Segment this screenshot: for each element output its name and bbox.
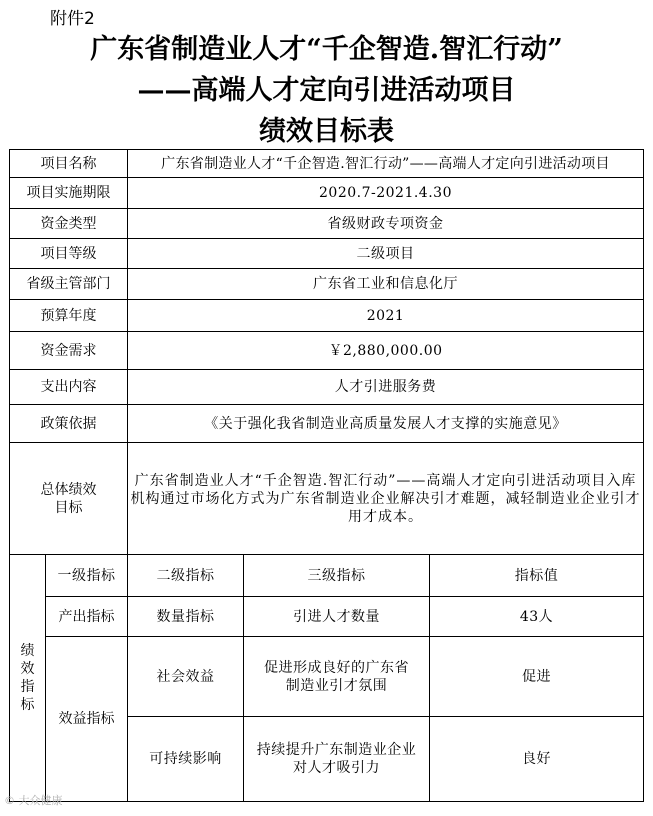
benefit-social-level3: 促进形成良好的广东省 制造业引才氛围 <box>244 637 430 717</box>
benefit-social-level2: 社会效益 <box>128 637 244 717</box>
output-indicator-row <box>10 597 644 637</box>
header-level1: 一级指标 <box>46 555 128 597</box>
policy-basis-label: 政策依据 <box>10 405 128 443</box>
output-level2: 数量指标 <box>128 597 244 637</box>
table-row <box>10 178 644 209</box>
policy-basis-value: 《关于强化我省制造业高质量发展人才支撑的实施意见》 <box>128 405 644 443</box>
header-level3: 三级指标 <box>244 555 430 597</box>
overall-goal-text: 广东省制造业人才“千企智造.智汇行动”——高端人才定向引进活动项目入库机构通过市场化方式为广东省制造业企业解决引才难题，减轻制造业企业引才用才成本。 <box>128 443 644 555</box>
output-level3: 引进人才数量 <box>244 597 430 637</box>
document-title-line-1: 广东省制造业人才“千企智造.智汇行动” <box>90 34 563 65</box>
document-title-line-3: 绩效目标表 <box>259 116 394 147</box>
benefit-level1: 效益指标 <box>46 637 128 802</box>
table-row <box>10 332 644 370</box>
benefit-indicator-row <box>10 637 644 717</box>
fund-demand-label: 资金需求 <box>10 332 128 370</box>
budget-year-value: 2021 <box>128 300 644 332</box>
fund-type-value: 省级财政专项资金 <box>128 209 644 239</box>
attachment-label: 附件2 <box>50 9 95 29</box>
header-value: 指标值 <box>430 555 644 597</box>
table-row <box>10 209 644 239</box>
table-row <box>10 239 644 269</box>
table-row <box>10 405 644 443</box>
implementation-period-value: 2020.7-2021.4.30 <box>128 178 644 209</box>
benefit-social-value: 促进 <box>430 637 644 717</box>
benefit-sustain-level3: 持续提升广东制造业企业 对人才吸引力 <box>244 717 430 802</box>
project-name-label: 项目名称 <box>10 150 128 178</box>
expenditure-value: 人才引进服务费 <box>128 370 644 405</box>
project-name-value: 广东省制造业人才“千企智造.智汇行动”——高端人才定向引进活动项目 <box>128 150 644 178</box>
project-level-value: 二级项目 <box>128 239 644 269</box>
overall-goal-label-line-2: 目标 <box>54 499 83 516</box>
fund-demand-value: ￥2,880,000.00 <box>128 332 644 370</box>
output-level1: 产出指标 <box>46 597 128 637</box>
department-value: 广东省工业和信息化厅 <box>128 269 644 300</box>
implementation-period-label: 项目实施期限 <box>10 178 128 209</box>
document-title-line-2: ——高端人才定向引进活动项目 <box>137 75 516 106</box>
table-row <box>10 370 644 405</box>
fund-type-label: 资金类型 <box>10 209 128 239</box>
indicator-header-row <box>10 555 644 597</box>
table-row <box>10 150 644 178</box>
table-row <box>10 443 644 555</box>
department-label: 省级主管部门 <box>10 269 128 300</box>
overall-goal-label <box>10 443 128 555</box>
overall-goal-label-line-1: 总体绩效 <box>40 481 97 498</box>
budget-year-label: 预算年度 <box>10 300 128 332</box>
table-row <box>10 269 644 300</box>
watermark: © 大众健康 <box>4 794 63 807</box>
output-value: 43人 <box>430 597 644 637</box>
benefit-sustain-level2: 可持续影响 <box>128 717 244 802</box>
expenditure-label: 支出内容 <box>10 370 128 405</box>
performance-indicator-side-label: 绩 效 指 标 <box>10 555 46 802</box>
table-row <box>10 300 644 332</box>
performance-target-table <box>9 149 644 802</box>
header-level2: 二级指标 <box>128 555 244 597</box>
benefit-sustain-value: 良好 <box>430 717 644 802</box>
project-level-label: 项目等级 <box>10 239 128 269</box>
